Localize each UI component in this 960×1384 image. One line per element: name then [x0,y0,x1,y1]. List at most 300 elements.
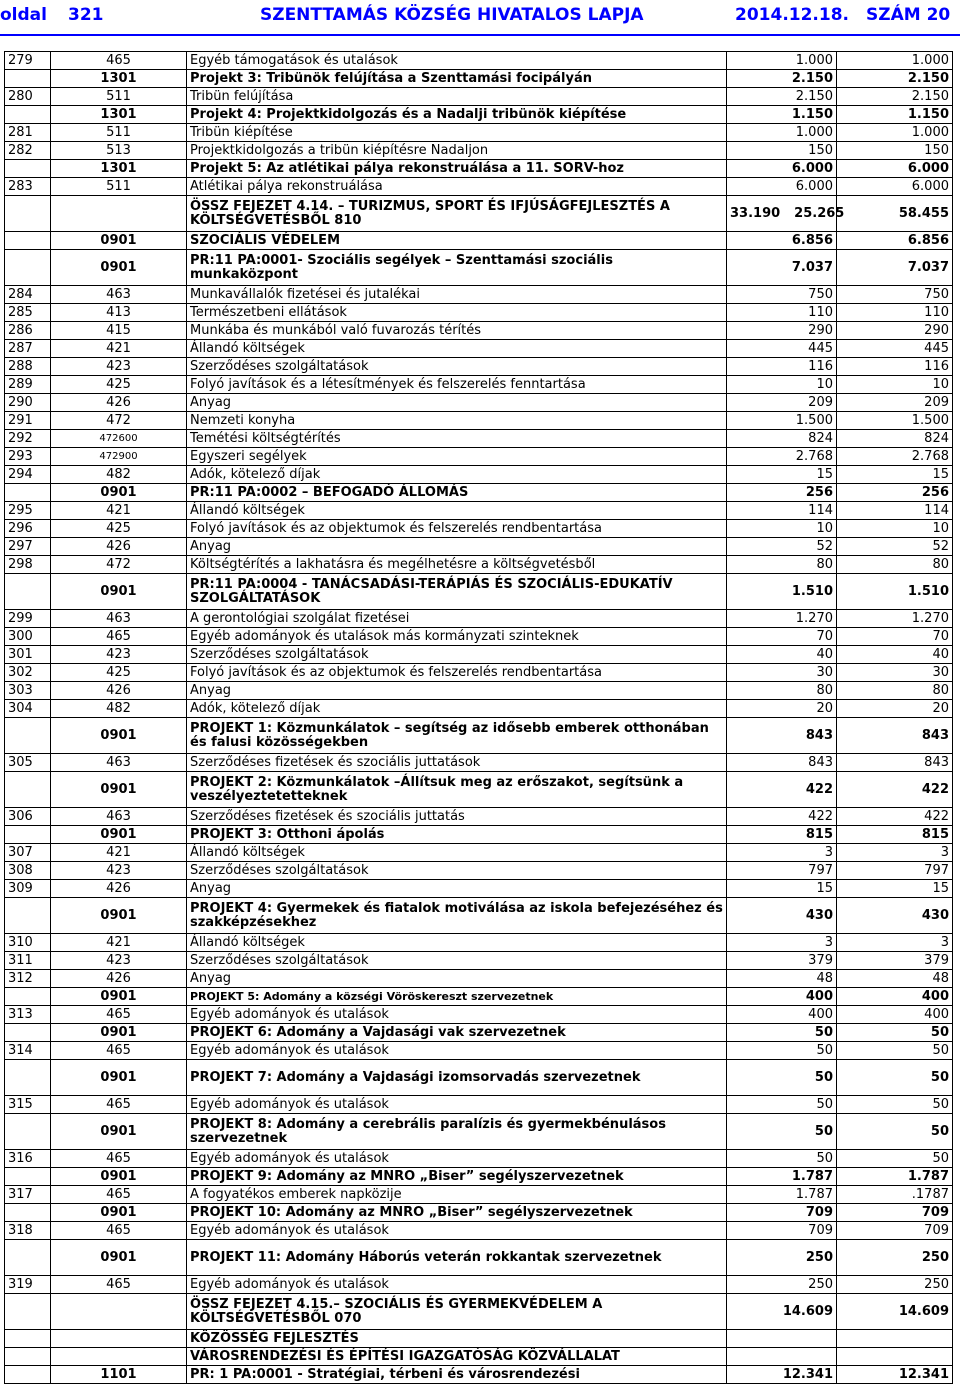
amount-cell: 2.768 [727,448,837,466]
total-cell: 1.000 [837,52,953,70]
table-row [5,340,953,358]
table-row [5,142,953,160]
row-number-cell [5,1114,51,1150]
row-number-cell: 306 [5,808,51,826]
row-number-cell: 284 [5,286,51,304]
description-cell: Projekt 4: Projektkidolgozás és a Nadalji tribünök kiépítése [187,106,727,124]
description-cell: PR:11 PA:0001- Szociális segélyek – Szenttamási szociális munkaközpont [187,250,727,286]
issue-number: SZÁM 20 [866,5,951,25]
row-number-cell [5,1366,51,1384]
table-row-heading [5,232,953,250]
description-cell: Egyszeri segélyek [187,448,727,466]
table-row [5,880,953,898]
total-cell: 250 [837,1240,953,1276]
amount-cell: 422 [727,808,837,826]
amount-cell: 15 [727,466,837,484]
economic-code-cell: 421 [51,934,187,952]
economic-code-cell: 1301 [51,106,187,124]
row-number-cell: 301 [5,646,51,664]
table-row-heading [5,1240,953,1276]
total-cell: 750 [837,286,953,304]
table-row [5,1222,953,1240]
total-cell: 1.270 [837,610,953,628]
amount-cell: 50 [727,1150,837,1168]
total-cell [837,1348,953,1366]
description-cell: Szerződéses fizetések és szociális juttatás [187,808,727,826]
row-number-cell [5,898,51,934]
economic-code-cell: 0901 [51,484,187,502]
economic-code-cell: 465 [51,1222,187,1240]
economic-code-cell: 425 [51,520,187,538]
description-cell: PR:11 PA:0004 - TANÁCSADÁSI-TERÁPIÁS ÉS SZOCIÁLIS-EDUKATÍV SZOLGÁLTATÁSOK [187,574,727,610]
economic-code-cell: 423 [51,862,187,880]
description-cell: Egyéb támogatások és utalások [187,52,727,70]
description-cell: Szerződéses szolgáltatások [187,862,727,880]
amount-cell: 1.787 [727,1168,837,1186]
row-number-cell: 280 [5,88,51,106]
description-cell: PROJEKT 9: Adomány az MNRO „Biser” segélyszervezetnek [187,1168,727,1186]
description-cell: Adók, kötelező díjak [187,700,727,718]
economic-code-cell: 0901 [51,1240,187,1276]
total-cell: 10 [837,376,953,394]
economic-code-cell: 413 [51,304,187,322]
economic-code-cell: 426 [51,394,187,412]
row-number-cell: 317 [5,1186,51,1204]
amount-cell: 80 [727,556,837,574]
row-number-cell: 287 [5,340,51,358]
amount-cell: 50 [727,1114,837,1150]
table-row [5,682,953,700]
total-cell: 12.341 [837,1366,953,1384]
table-row [5,628,953,646]
table-row [5,322,953,340]
amount-cell: 1.000 [727,52,837,70]
total-cell: 1.000 [837,124,953,142]
table-row [5,448,953,466]
row-number-cell: 307 [5,844,51,862]
row-number-cell: 310 [5,934,51,952]
page-header [0,0,960,36]
row-number-cell [5,232,51,250]
amount-cell: 80 [727,682,837,700]
description-cell: Tribün felújítása [187,88,727,106]
row-number-cell: 311 [5,952,51,970]
description-cell: Egyéb adományok és utalások más kormányzati szinteknek [187,628,727,646]
total-cell: 1.787 [837,1168,953,1186]
table-row [5,520,953,538]
economic-code-cell: 511 [51,178,187,196]
amount-cell: 6.000 [727,178,837,196]
row-number-cell: 308 [5,862,51,880]
table-row [5,412,953,430]
table-row [5,610,953,628]
row-number-cell: 294 [5,466,51,484]
total-cell: 6.000 [837,160,953,178]
economic-code-cell: 426 [51,682,187,700]
economic-code-cell: 423 [51,952,187,970]
amount-cell: 3 [727,934,837,952]
description-cell: Atlétikai pálya rekonstruálása [187,178,727,196]
row-number-cell: 291 [5,412,51,430]
description-cell: PROJEKT 2: Közmunkálatok –Állítsuk meg az erőszakot, segítsünk a veszélyeztetetteknek [187,772,727,808]
description-cell: PR: 1 PA:0001 - Stratégiai, térbeni és városrendezési [187,1366,727,1384]
total-cell [837,1330,953,1348]
table-row-heading [5,1168,953,1186]
total-cell: 14.609 [837,1294,953,1330]
row-number-cell: 286 [5,322,51,340]
row-number-cell [5,988,51,1006]
amount-cell: 2.150 [727,88,837,106]
description-cell: Projekt 3: Tribünök felújítása a Szenttamási focipályán [187,70,727,88]
total-cell: 50 [837,1150,953,1168]
description-cell: Temétési költségtérítés [187,430,727,448]
economic-code-cell: 0901 [51,1024,187,1042]
row-number-cell [5,1204,51,1222]
amount-cell: 12.341 [727,1366,837,1384]
amount-cell: 116 [727,358,837,376]
total-cell: 20 [837,700,953,718]
table-row [5,88,953,106]
economic-code-cell: 463 [51,754,187,772]
row-number-cell [5,1348,51,1366]
row-number-cell: 296 [5,520,51,538]
row-number-cell: 298 [5,556,51,574]
table-row [5,538,953,556]
table-row [5,304,953,322]
row-number-cell [5,196,51,232]
row-number-cell [5,1294,51,1330]
amount-cell: 400 [727,1006,837,1024]
amount-cell: 10 [727,520,837,538]
table-row [5,700,953,718]
total-cell: 70 [837,628,953,646]
total-cell: 422 [837,772,953,808]
budget-table-body [5,52,953,1384]
row-number-cell: 318 [5,1222,51,1240]
amount-cell: 709 [727,1204,837,1222]
economic-code-cell: 423 [51,358,187,376]
header-divider [0,34,960,36]
table-row [5,934,953,952]
table-row-heading [5,1348,953,1366]
economic-code-cell: 0901 [51,826,187,844]
description-cell: Folyó javítások és az objektumok és felszerelés rendbentartása [187,664,727,682]
economic-code-cell: 421 [51,502,187,520]
economic-code-cell: 425 [51,376,187,394]
economic-code-cell: 423 [51,646,187,664]
publication-date: 2014.12.18. [735,5,850,25]
row-number-cell: 313 [5,1006,51,1024]
row-number-cell [5,1168,51,1186]
amount-cell: 150 [727,142,837,160]
row-number-cell: 293 [5,448,51,466]
description-cell: Állandó költségek [187,502,727,520]
description-cell: Anyag [187,970,727,988]
row-number-cell: 281 [5,124,51,142]
total-cell: 400 [837,988,953,1006]
table-row [5,1042,953,1060]
total-cell: 3 [837,934,953,952]
economic-code-cell: 465 [51,52,187,70]
row-number-cell [5,772,51,808]
page-number: 321 [68,5,104,25]
total-cell: 50 [837,1060,953,1096]
total-cell: 58.455 [837,196,953,232]
total-cell: 6.856 [837,232,953,250]
row-number-cell [5,484,51,502]
row-number-cell [5,574,51,610]
row-number-cell: 305 [5,754,51,772]
description-cell: PR:11 PA:0002 – BEFOGADÓ ÁLLOMÁS [187,484,727,502]
amount-cell: 114 [727,502,837,520]
description-cell: Egyéb adományok és utalások [187,1006,727,1024]
amount-cell: 70 [727,628,837,646]
economic-code-cell: 0901 [51,772,187,808]
amount-cell: 40 [727,646,837,664]
total-cell: 15 [837,880,953,898]
economic-code-cell: 0901 [51,1060,187,1096]
total-cell: 843 [837,754,953,772]
total-cell: 80 [837,556,953,574]
description-cell: Szerződéses szolgáltatások [187,952,727,970]
table-row [5,1186,953,1204]
amount-cell: 797 [727,862,837,880]
amount-cell: 6.000 [727,160,837,178]
economic-code-cell: 465 [51,1186,187,1204]
row-number-cell: 290 [5,394,51,412]
table-row-heading [5,1330,953,1348]
amount-cell: 7.037 [727,250,837,286]
row-number-cell [5,1060,51,1096]
economic-code-cell: 513 [51,142,187,160]
amount-cell: 445 [727,340,837,358]
total-cell: 7.037 [837,250,953,286]
description-cell: Anyag [187,880,727,898]
description-cell: Állandó költségek [187,934,727,952]
description-cell: ÖSSZ FEJEZET 4.14. – TURIZMUS, SPORT ÉS IFJÚSÁGFEJLESZTÉS A KÖLTSÉGVETÉSBŐL 810 [187,196,727,232]
amount-cell: 843 [727,718,837,754]
total-cell: 48 [837,970,953,988]
total-cell: 209 [837,394,953,412]
economic-code-cell: 0901 [51,1204,187,1222]
table-row [5,1276,953,1294]
total-cell: 50 [837,1024,953,1042]
amount-value: 33.190 [730,205,781,221]
table-row-heading [5,1294,953,1330]
publication-title: SZENTTAMÁS KÖZSÉG HIVATALOS LAPJA [260,5,644,25]
total-cell: 379 [837,952,953,970]
total-cell: 797 [837,862,953,880]
economic-code-cell: 0901 [51,574,187,610]
economic-code-cell: 472 [51,412,187,430]
description-cell: Projektkidolgozás a tribün kiépítésre Nadaljon [187,142,727,160]
economic-code-cell: 465 [51,1042,187,1060]
total-cell: 15 [837,466,953,484]
amount-cell: 6.856 [727,232,837,250]
description-cell: Tribün kiépítése [187,124,727,142]
economic-code-cell [51,1294,187,1330]
amount-cell: 422 [727,772,837,808]
economic-code-cell: 465 [51,628,187,646]
total-cell: 50 [837,1096,953,1114]
amount-value-secondary: 25.265 [794,205,845,221]
amount-cell: 2.150 [727,70,837,88]
table-row [5,1096,953,1114]
total-cell: 52 [837,538,953,556]
table-row [5,52,953,70]
table-row [5,862,953,880]
amount-cell: 15 [727,880,837,898]
description-cell: Munkavállalók fizetései és jutalékai [187,286,727,304]
table-row [5,664,953,682]
row-number-cell [5,70,51,88]
total-cell: 3 [837,844,953,862]
total-cell: 400 [837,1006,953,1024]
description-cell: Egyéb adományok és utalások [187,1042,727,1060]
row-number-cell: 309 [5,880,51,898]
economic-code-cell: 415 [51,322,187,340]
total-cell: 422 [837,808,953,826]
description-cell: Egyéb adományok és utalások [187,1276,727,1294]
total-cell: 1.150 [837,106,953,124]
economic-code-cell: 426 [51,538,187,556]
total-cell: 2.768 [837,448,953,466]
description-cell: Egyéb adományok és utalások [187,1150,727,1168]
economic-code-cell: 511 [51,88,187,106]
amount-cell: 815 [727,826,837,844]
amount-cell: 824 [727,430,837,448]
description-cell: Egyéb adományok és utalások [187,1222,727,1240]
description-cell: Folyó javítások és az objektumok és felszerelés rendbentartása [187,520,727,538]
row-number-cell: 316 [5,1150,51,1168]
row-number-cell: 292 [5,430,51,448]
table-row-heading [5,1024,953,1042]
table-row-heading [5,718,953,754]
table-row-heading [5,484,953,502]
total-cell: 150 [837,142,953,160]
description-cell: Projekt 5: Az atlétikai pálya rekonstruálása a 11. SORV-hoz [187,160,727,178]
amount-cell: 48 [727,970,837,988]
description-cell: A fogyatékos emberek napközije [187,1186,727,1204]
table-row-heading [5,826,953,844]
description-cell: PROJEKT 5: Adomány a községi Vöröskereszt szervezetnek [187,988,727,1006]
economic-code-cell: 511 [51,124,187,142]
table-row [5,1150,953,1168]
total-cell: 290 [837,322,953,340]
economic-code-cell: 482 [51,700,187,718]
amount-cell: 50 [727,1096,837,1114]
amount-cell: 50 [727,1042,837,1060]
economic-code-cell: 0901 [51,988,187,1006]
table-row [5,646,953,664]
economic-code-cell: 465 [51,1006,187,1024]
description-cell: A gerontológiai szolgálat fizetései [187,610,727,628]
table-row [5,502,953,520]
economic-code-cell: 482 [51,466,187,484]
table-row [5,970,953,988]
row-number-cell [5,106,51,124]
amount-cell [727,196,845,232]
amount-cell: 1.150 [727,106,837,124]
economic-code-cell: 463 [51,610,187,628]
row-number-cell: 289 [5,376,51,394]
economic-code-cell: 0901 [51,1168,187,1186]
description-cell: ÖSSZ FEJEZET 4.15.– SZOCIÁLIS ÉS GYERMEKVÉDELEM A KÖLTSÉGVETÉSBŐL 070 [187,1294,727,1330]
amount-cell: 709 [727,1222,837,1240]
amount-cell: 10 [727,376,837,394]
table-row [5,124,953,142]
table-row [5,754,953,772]
total-cell: 6.000 [837,178,953,196]
table-row-heading [5,196,953,232]
row-number-cell: 300 [5,628,51,646]
economic-code-cell: 465 [51,1150,187,1168]
total-cell: 430 [837,898,953,934]
table-row-heading [5,898,953,934]
description-cell: KÖZÖSSÉG FEJLESZTÉS [187,1330,727,1348]
table-row-heading [5,1114,953,1150]
table-row-heading [5,574,953,610]
description-cell: PROJEKT 7: Adomány a Vajdasági izomsorvadás szervezetnek [187,1060,727,1096]
economic-code-cell [51,196,187,232]
total-cell: 709 [837,1204,953,1222]
table-row-heading [5,70,953,88]
economic-code-cell: 425 [51,664,187,682]
description-cell: PROJEKT 1: Közmunkálatok – segítség az idősebb emberek otthonában és falusi közösségekben [187,718,727,754]
description-cell: SZOCIÁLIS VÉDELEM [187,232,727,250]
table-row [5,286,953,304]
total-cell: 843 [837,718,953,754]
amount-cell: 400 [727,988,837,1006]
description-cell: Egyéb adományok és utalások [187,1096,727,1114]
description-cell: PROJEKT 4: Gyermekek és fiatalok motiválása az iskola befejezéséhez és szakképzésekhez [187,898,727,934]
total-cell: .1787 [837,1186,953,1204]
table-row [5,556,953,574]
amount-cell: 250 [727,1276,837,1294]
description-cell: Szerződéses fizetések és szociális juttatások [187,754,727,772]
description-cell: PROJEKT 11: Adomány Háborús veterán rokkantak szervezetnek [187,1240,727,1276]
description-cell: Anyag [187,682,727,700]
description-cell: Nemzeti konyha [187,412,727,430]
row-number-cell [5,1330,51,1348]
total-cell: 2.150 [837,88,953,106]
economic-code-cell: 1301 [51,70,187,88]
budget-table [4,51,953,1384]
row-number-cell: 319 [5,1276,51,1294]
amount-cell: 1.500 [727,412,837,430]
total-cell: 824 [837,430,953,448]
description-cell: Szerződéses szolgáltatások [187,646,727,664]
economic-code-cell: 0901 [51,250,187,286]
row-number-cell [5,250,51,286]
row-number-cell: 299 [5,610,51,628]
total-cell: 40 [837,646,953,664]
amount-cell: 20 [727,700,837,718]
amount-cell [727,1348,837,1366]
total-cell: 30 [837,664,953,682]
economic-code-cell: 463 [51,286,187,304]
total-cell: 445 [837,340,953,358]
description-cell: PROJEKT 6: Adomány a Vajdasági vak szervezetnek [187,1024,727,1042]
amount-cell: 110 [727,304,837,322]
economic-code-cell: 426 [51,880,187,898]
amount-cell [727,1330,837,1348]
row-number-cell: 312 [5,970,51,988]
total-cell: 50 [837,1114,953,1150]
amount-cell: 430 [727,898,837,934]
row-number-cell: 315 [5,1096,51,1114]
row-number-cell: 279 [5,52,51,70]
